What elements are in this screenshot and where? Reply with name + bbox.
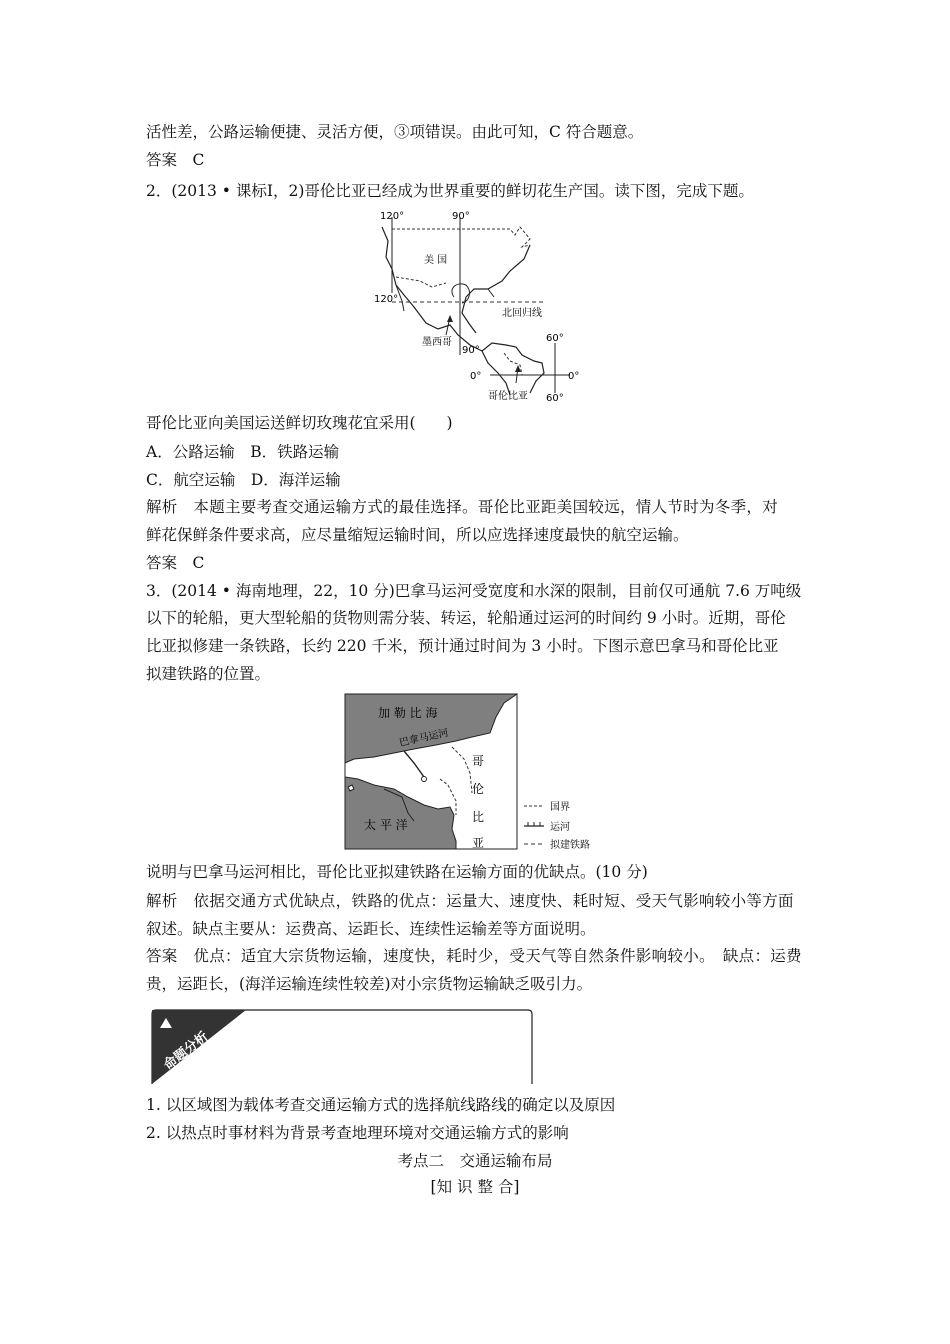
label-lon-60-bottom: 60° (546, 393, 564, 404)
question-2: 2．(2013 • 课标Ⅰ，2)哥伦比亚已经成为世界重要的鲜切花生产国。读下图，完成下题。 (146, 182, 754, 200)
legend-railway: 拟建铁路 (550, 840, 590, 851)
legend-canal: 运河 (550, 822, 570, 833)
americas-map (370, 205, 590, 405)
label-colombia-char: 比 (472, 810, 485, 824)
panama-map (344, 693, 610, 851)
question-3: 以下的轮船，更大型轮船的货物则需分装、转运，轮船通过运河的时间约 9 小时。近期，哥伦 (146, 609, 786, 627)
label-lon-120-left: 120° (374, 294, 399, 305)
point-2: 2. 以热点时事材料为背景考查地理环境对交通运输方式的影响 (146, 1124, 569, 1142)
q2-explanation: 解析 本题主要考查交通运输方式的最佳选择。哥伦比亚距美国较远，情人节时为冬季，对 (146, 498, 779, 516)
legend-border: 国界 (550, 802, 570, 813)
label-caribbean: 加 勒 比 海 (378, 706, 438, 720)
label-lat-0-left: 0° (470, 371, 482, 382)
answer-q2: 答案 C (146, 554, 205, 572)
answer-q1: 答案 C (146, 151, 205, 169)
answer-q3: 贵，运距长，(海洋运输连续性较差)对小宗货物运输缺乏吸引力。 (146, 975, 593, 993)
q2-options-ab: A．公路运输 B．铁路运输 (146, 443, 340, 461)
q2-options-cd: C．航空运输 D．海洋运输 (146, 471, 341, 489)
badge-label: 命题分析 (161, 1029, 212, 1074)
question-3: 比亚拟修建一条铁路，长约 220 千米，预计通过时间为 3 小时。下图示意巴拿马和哥伦比亚 (146, 637, 779, 655)
question-3: 拟建铁路的位置。 (146, 665, 271, 683)
text-line: 活性差，公路运输便捷、灵活方便，③项错误。由此可知，C 符合题意。 (146, 123, 644, 141)
label-colombia-char: 哥 (472, 754, 485, 768)
q2-stem: 哥伦比亚向美国运送鲜切玫瑰花宜采用( ) (146, 414, 453, 432)
point-1: 1. 以区域图为载体考查交通运输方式的选择航线路线的确定以及原因 (146, 1096, 616, 1114)
label-colombia-char: 伦 (472, 782, 485, 796)
section-title: 考点二 交通运输布局 (397, 1152, 553, 1170)
label-lon-90-top: 90° (452, 211, 470, 222)
q3-explanation: 叙述。缺点主要从：运费高、运距长、连续性运输差等方面说明。 (146, 920, 596, 938)
label-usa: 美 国 (424, 255, 448, 266)
q3-ask: 说明与巴拿马运河相比，哥伦比亚拟建铁路在运输方面的优缺点。(10 分) (146, 863, 648, 881)
label-tropic: 北回归线 (502, 308, 542, 319)
label-canal: 巴拿马运河 (398, 727, 450, 749)
answer-q3: 答案 优点：适宜大宗货物运输，速度快，耗时少，受天气等自然条件影响较小。 缺点：运费 (146, 947, 802, 965)
question-3: 3．(2014 • 海南地理，22，10 分)巴拿马运河受宽度和水深的限制，目前仅可通航 7.6 万吨级 (146, 582, 802, 600)
label-lon-120-top: 120° (380, 211, 405, 222)
label-pacific: 太 平 洋 (364, 818, 408, 832)
label-lon-90-bottom: 90° (462, 345, 480, 356)
label-colombia: 哥伦比亚 (488, 391, 528, 402)
analysis-badge-box (148, 1006, 536, 1086)
label-colombia-char: 亚 (472, 836, 485, 850)
label-mexico: 墨西哥 (422, 337, 452, 348)
label-lon-60-top: 60° (546, 333, 564, 344)
q3-explanation: 解析 依据交通方式优缺点，铁路的优点：运量大、速度快、耗时短、受天气影响较小等方面 (146, 892, 794, 910)
label-lat-0-right: 0° (568, 371, 580, 382)
q2-explanation: 鲜花保鲜条件要求高，应尽量缩短运输时间，所以应选择速度最快的航空运输。 (146, 526, 689, 544)
subsection-title: [知 识 整 合] (430, 1178, 520, 1196)
